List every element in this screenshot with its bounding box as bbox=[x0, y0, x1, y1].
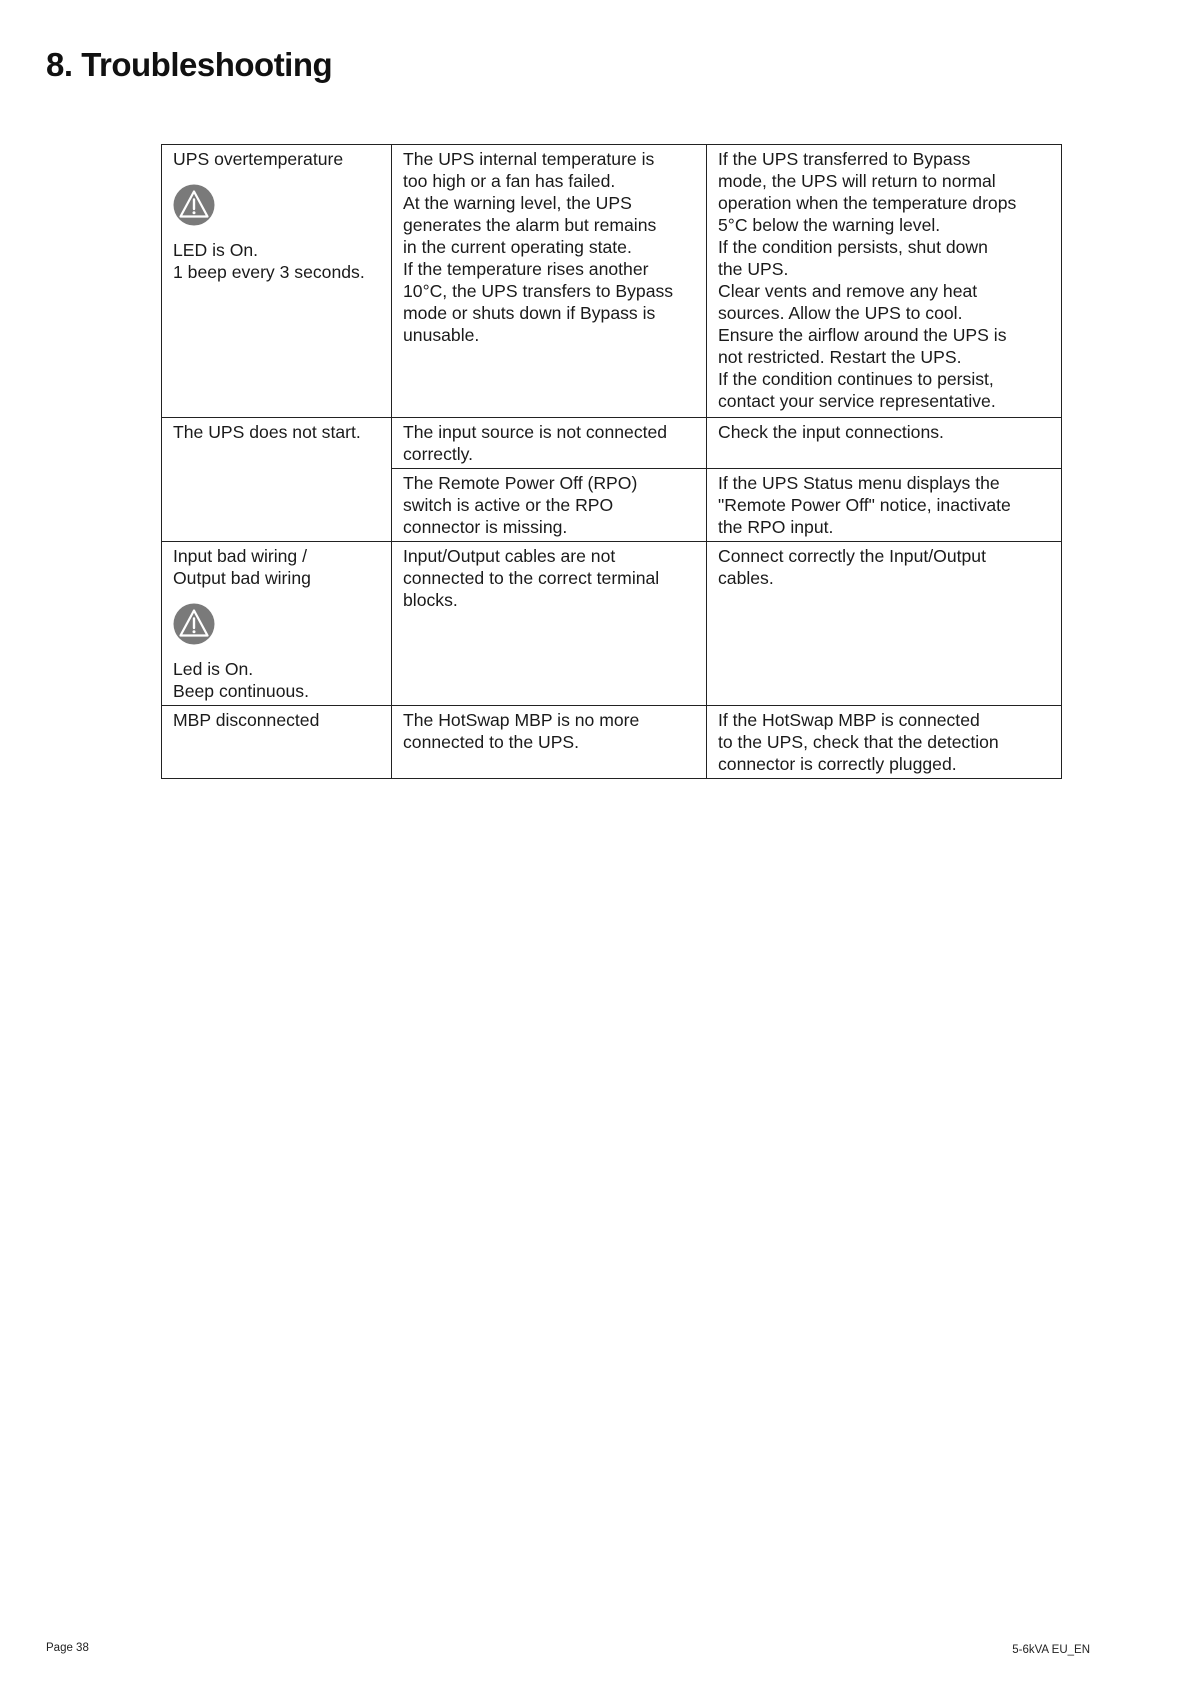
cause-line: generates the alarm but remains bbox=[403, 215, 657, 235]
cause-line: unusable. bbox=[403, 325, 480, 345]
action-cell bbox=[707, 418, 1062, 469]
condition-line: Beep continuous. bbox=[173, 681, 309, 701]
action-line: If the UPS transferred to Bypass bbox=[718, 149, 971, 169]
cause-line: If the temperature rises another bbox=[403, 259, 649, 279]
action-line: If the HotSwap MBP is connected bbox=[718, 710, 980, 730]
condition-line: Led is On. bbox=[173, 659, 254, 679]
document-code: 5-6kVA EU_EN bbox=[1012, 1644, 1090, 1656]
cause-line: too high or a fan has failed. bbox=[403, 171, 616, 191]
action-line: to the UPS, check that the detection bbox=[718, 732, 999, 752]
cause-line: connector is missing. bbox=[403, 517, 568, 537]
cause-line: The HotSwap MBP is no more bbox=[403, 710, 640, 730]
action-line: not restricted. Restart the UPS. bbox=[718, 347, 962, 367]
action-line: the RPO input. bbox=[718, 517, 834, 537]
page-title: 8. Troubleshooting bbox=[46, 46, 333, 83]
action-line: mode, the UPS will return to normal bbox=[718, 171, 996, 191]
cause-line: in the current operating state. bbox=[403, 237, 632, 257]
cause-cell bbox=[392, 469, 707, 542]
warning-triangle-icon bbox=[173, 603, 215, 645]
condition-line: The UPS does not start. bbox=[173, 422, 361, 442]
cause-line: mode or shuts down if Bypass is bbox=[403, 303, 656, 323]
cause-line: The Remote Power Off (RPO) bbox=[403, 473, 638, 493]
action-cell bbox=[707, 706, 1062, 779]
action-line: Clear vents and remove any heat bbox=[718, 281, 978, 301]
cause-line: The input source is not connected bbox=[403, 422, 668, 442]
action-line: connector is correctly plugged. bbox=[718, 754, 957, 774]
condition-line: LED is On. bbox=[173, 240, 259, 260]
cause-line: switch is active or the RPO bbox=[403, 495, 614, 515]
cause-cell bbox=[392, 542, 707, 706]
condition-cell bbox=[162, 418, 392, 542]
action-line: "Remote Power Off" notice, inactivate bbox=[718, 495, 1011, 515]
table-row bbox=[162, 145, 1062, 418]
condition-line: 1 beep every 3 seconds. bbox=[173, 262, 365, 282]
cause-line: blocks. bbox=[403, 590, 458, 610]
cause-cell bbox=[392, 706, 707, 779]
cause-line: connected to the correct terminal bbox=[403, 568, 660, 588]
table-row bbox=[162, 542, 1062, 706]
action-line: operation when the temperature drops bbox=[718, 193, 1017, 213]
page-number: Page 38 bbox=[46, 1642, 89, 1654]
condition-line: MBP disconnected bbox=[173, 710, 320, 730]
condition-line: UPS overtemperature bbox=[173, 149, 344, 169]
action-line: If the UPS Status menu displays the bbox=[718, 473, 1000, 493]
condition-line: Output bad wiring bbox=[173, 568, 311, 588]
action-line: Connect correctly the Input/Output bbox=[718, 546, 986, 566]
action-line: If the condition continues to persist, bbox=[718, 369, 994, 389]
cause-line: connected to the UPS. bbox=[403, 732, 580, 752]
table-row bbox=[162, 418, 1062, 469]
cause-line: 10°C, the UPS transfers to Bypass bbox=[403, 281, 674, 301]
action-line: 5°C below the warning level. bbox=[718, 215, 941, 235]
condition-cell bbox=[162, 542, 392, 706]
action-line: the UPS. bbox=[718, 259, 789, 279]
action-line: cables. bbox=[718, 568, 774, 588]
condition-cell bbox=[162, 145, 392, 418]
warning-triangle-icon bbox=[173, 184, 215, 226]
cause-cell bbox=[392, 418, 707, 469]
cause-line: At the warning level, the UPS bbox=[403, 193, 632, 213]
action-line: Check the input connections. bbox=[718, 422, 944, 442]
cause-line: correctly. bbox=[403, 444, 474, 464]
cause-line: The UPS internal temperature is bbox=[403, 149, 655, 169]
condition-line: Input bad wiring / bbox=[173, 546, 307, 566]
action-cell bbox=[707, 145, 1062, 418]
cause-cell bbox=[392, 145, 707, 418]
action-cell bbox=[707, 469, 1062, 542]
action-line: Ensure the airflow around the UPS is bbox=[718, 325, 1007, 345]
action-line: sources. Allow the UPS to cool. bbox=[718, 303, 963, 323]
action-line: contact your service representative. bbox=[718, 391, 996, 411]
table-row bbox=[162, 706, 1062, 779]
troubleshooting-table bbox=[161, 144, 1062, 779]
action-cell bbox=[707, 542, 1062, 706]
cause-line: Input/Output cables are not bbox=[403, 546, 616, 566]
condition-cell bbox=[162, 706, 392, 779]
action-line: If the condition persists, shut down bbox=[718, 237, 988, 257]
